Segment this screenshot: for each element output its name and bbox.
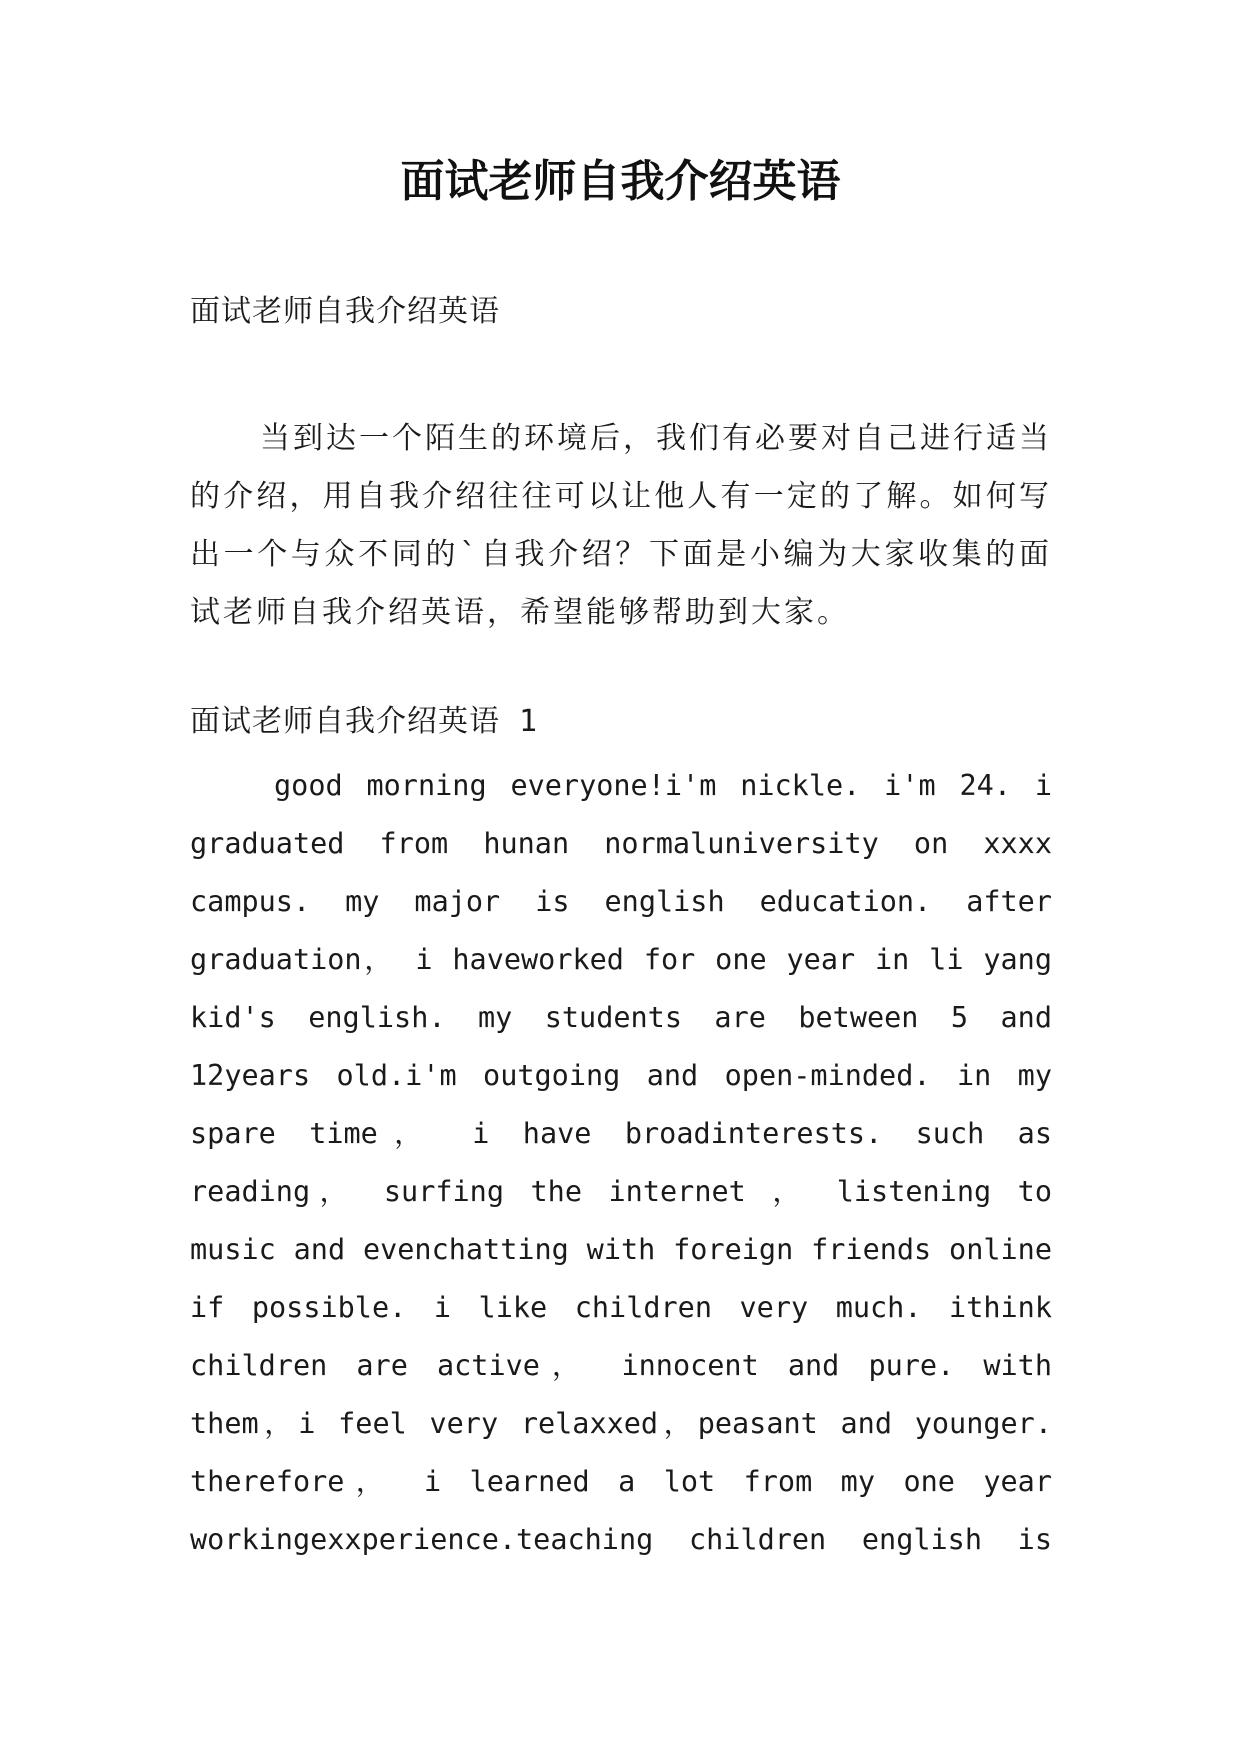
- document-subtitle: 面试老师自我介绍英语: [190, 294, 500, 329]
- english-body-paragraph: good morning everyone!i'm nickle. i'm 24. i graduated from hunan normaluniversity on xxxx campus. my major is english education. after graduation， i haveworked for one year in li yang kid's english. my students are between 5 and 12years old.i'm outgoing and open-minded. in my spare time， i have broadinterests. such as reading， surfing the internet ， listening to music and evenchatting with foreign friends online if possible. i like children very much. ithink children are active， innocent and pure. with them，i feel very relaxxed，peasant and younger. therefore， i learned a lot from my one year workingexxperience.teaching children english is: [190, 769, 1052, 1556]
- intro-paragraph: 当到达一个陌生的环境后，我们有必要对自己进行适当的介绍，用自我介绍往往可以让他人有一定的了解。如何写出一个与众不同的`自我介绍？下面是小编为大家收集的面试老师自我介绍英语，希望能够帮助到大家。: [190, 421, 1052, 630]
- document-title: 面试老师自我介绍英语: [400, 156, 841, 207]
- section-heading: 面试老师自我介绍英语 1: [190, 704, 539, 739]
